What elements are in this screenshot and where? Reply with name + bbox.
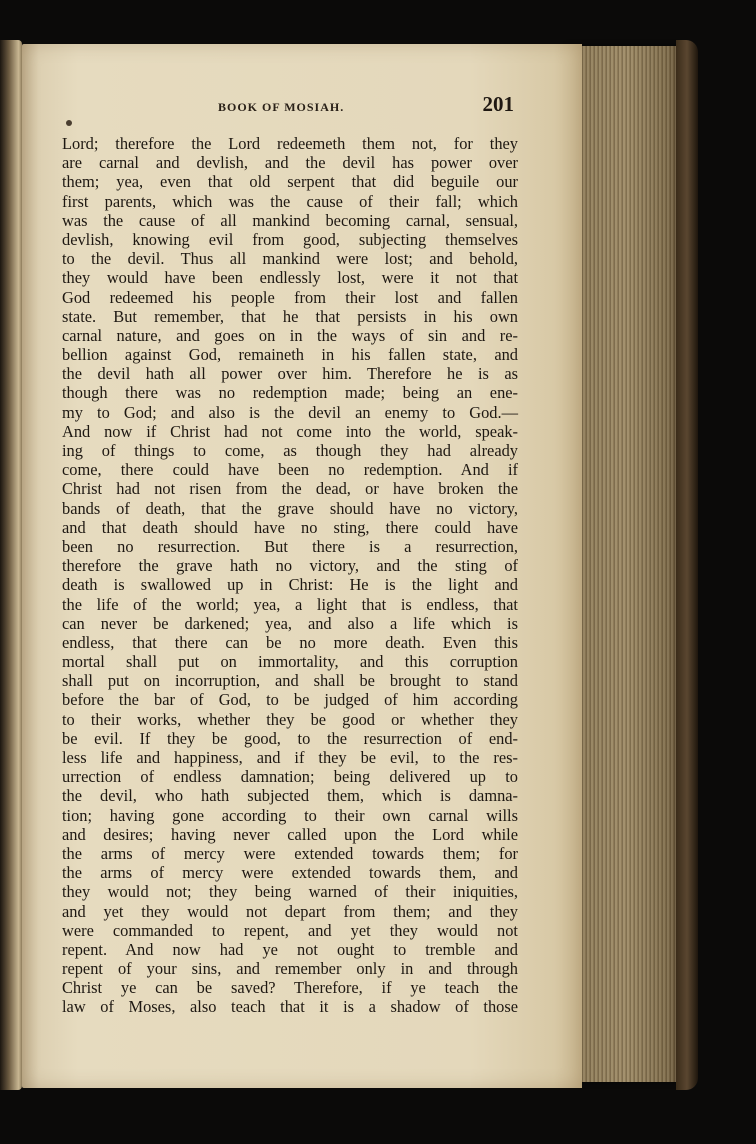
text-line: carnal nature, and goes on in the ways of sin and re- xyxy=(62,325,518,345)
text-line: the life of the world; yea, a light that is endless, that xyxy=(62,594,518,614)
text-line: urrection of endless damnation; being delivered up to xyxy=(62,767,518,787)
text-line: my to God; and also is the devil an enemy to God.— xyxy=(62,402,518,422)
text-line: and that death should have no sting, there could have xyxy=(62,517,518,537)
text-body xyxy=(62,134,518,1017)
text-line: first parents, which was the cause of their fall; which xyxy=(62,191,518,211)
text-line: are carnal and devlish, and the devil has power over xyxy=(62,153,518,173)
text-line: them; yea, even that old serpent that did beguile our xyxy=(62,172,518,192)
text-line: the devil, who hath subjected them, which is damna- xyxy=(62,786,518,806)
text-line: God redeemed his people from their lost and fallen xyxy=(62,287,518,307)
text-line: law of Moses, also teach that it is a shadow of those xyxy=(62,997,518,1017)
page-block-edges xyxy=(566,46,686,1082)
text-line: to their works, whether they be good or whether they xyxy=(62,709,518,729)
running-head xyxy=(58,94,518,122)
text-line: Christ had not risen from the dead, or have broken the xyxy=(62,479,518,499)
text-line: though there was no redemption made; being an ene- xyxy=(62,383,518,403)
text-line: was the cause of all mankind becoming carnal, sensual, xyxy=(62,210,518,230)
text-line: repent. And now had ye not ought to tremble and xyxy=(62,939,518,959)
text-line: the devil hath all power over him. Therefore he is as xyxy=(62,364,518,384)
page-number: 201 xyxy=(482,92,514,116)
text-line: the arms of mercy were extended towards them, and xyxy=(62,863,518,883)
text-line: tion; having gone according to their own carnal wills xyxy=(62,805,518,825)
text-line: can never be darkened; yea, and also a life which is xyxy=(62,613,518,633)
text-line: Christ ye can be saved? Therefore, if ye teach the xyxy=(62,978,518,998)
text-line: devlish, knowing evil from good, subjecting themselves xyxy=(62,229,518,249)
book-cover-edge xyxy=(676,40,698,1090)
text-line: before the bar of God, to be judged of him according xyxy=(62,690,518,710)
text-line: they would not; they being warned of their iniquities, xyxy=(62,882,518,902)
text-line: bands of death, that the grave should have no victory, xyxy=(62,498,518,518)
book-title: BOOK OF MOSIAH. xyxy=(218,100,345,114)
text-line: mortal shall put on immortality, and this corruption xyxy=(62,652,518,672)
text-line: death is swallowed up in Christ: He is the light and xyxy=(62,575,518,595)
text-line: repent of your sins, and remember only in and through xyxy=(62,959,518,979)
text-line: been no resurrection. But there is a resurrection, xyxy=(62,536,518,556)
text-line: they would have been endlessly lost, were it not that xyxy=(62,268,518,288)
text-line: the arms of mercy were extended towards them; for xyxy=(62,843,518,863)
text-line: endless, that there can be no more death. Even this xyxy=(62,632,518,652)
text-line: be evil. If they be good, to the resurrection of end- xyxy=(62,728,518,748)
text-line: and yet they would not depart from them; and they xyxy=(62,901,518,921)
left-page-sliver xyxy=(0,40,22,1090)
ink-dot xyxy=(66,120,72,126)
text-line: state. But remember, that he that persists in his own xyxy=(62,306,518,326)
text-line: to the devil. Thus all mankind were lost; and behold, xyxy=(62,249,518,269)
text-line: less life and happiness, and if they be evil, to the res- xyxy=(62,748,518,767)
text-line: therefore the grave hath no victory, and the sting of xyxy=(62,556,518,576)
text-line: ing of things to come, as though they had already xyxy=(62,441,518,460)
text-line: And now if Christ had not come into the world, speak- xyxy=(62,421,518,441)
text-line: and desires; having never called upon the Lord while xyxy=(62,824,518,844)
text-line: bellion against God, remaineth in his fallen state, and xyxy=(62,345,518,365)
text-line: shall put on incorruption, and shall be brought to stand xyxy=(62,671,518,691)
text-line: Lord; therefore the Lord redeemeth them not, for they xyxy=(62,134,518,153)
text-line: were commanded to repent, and yet they would not xyxy=(62,920,518,940)
text-line: come, there could have been no redemption. And if xyxy=(62,460,518,480)
